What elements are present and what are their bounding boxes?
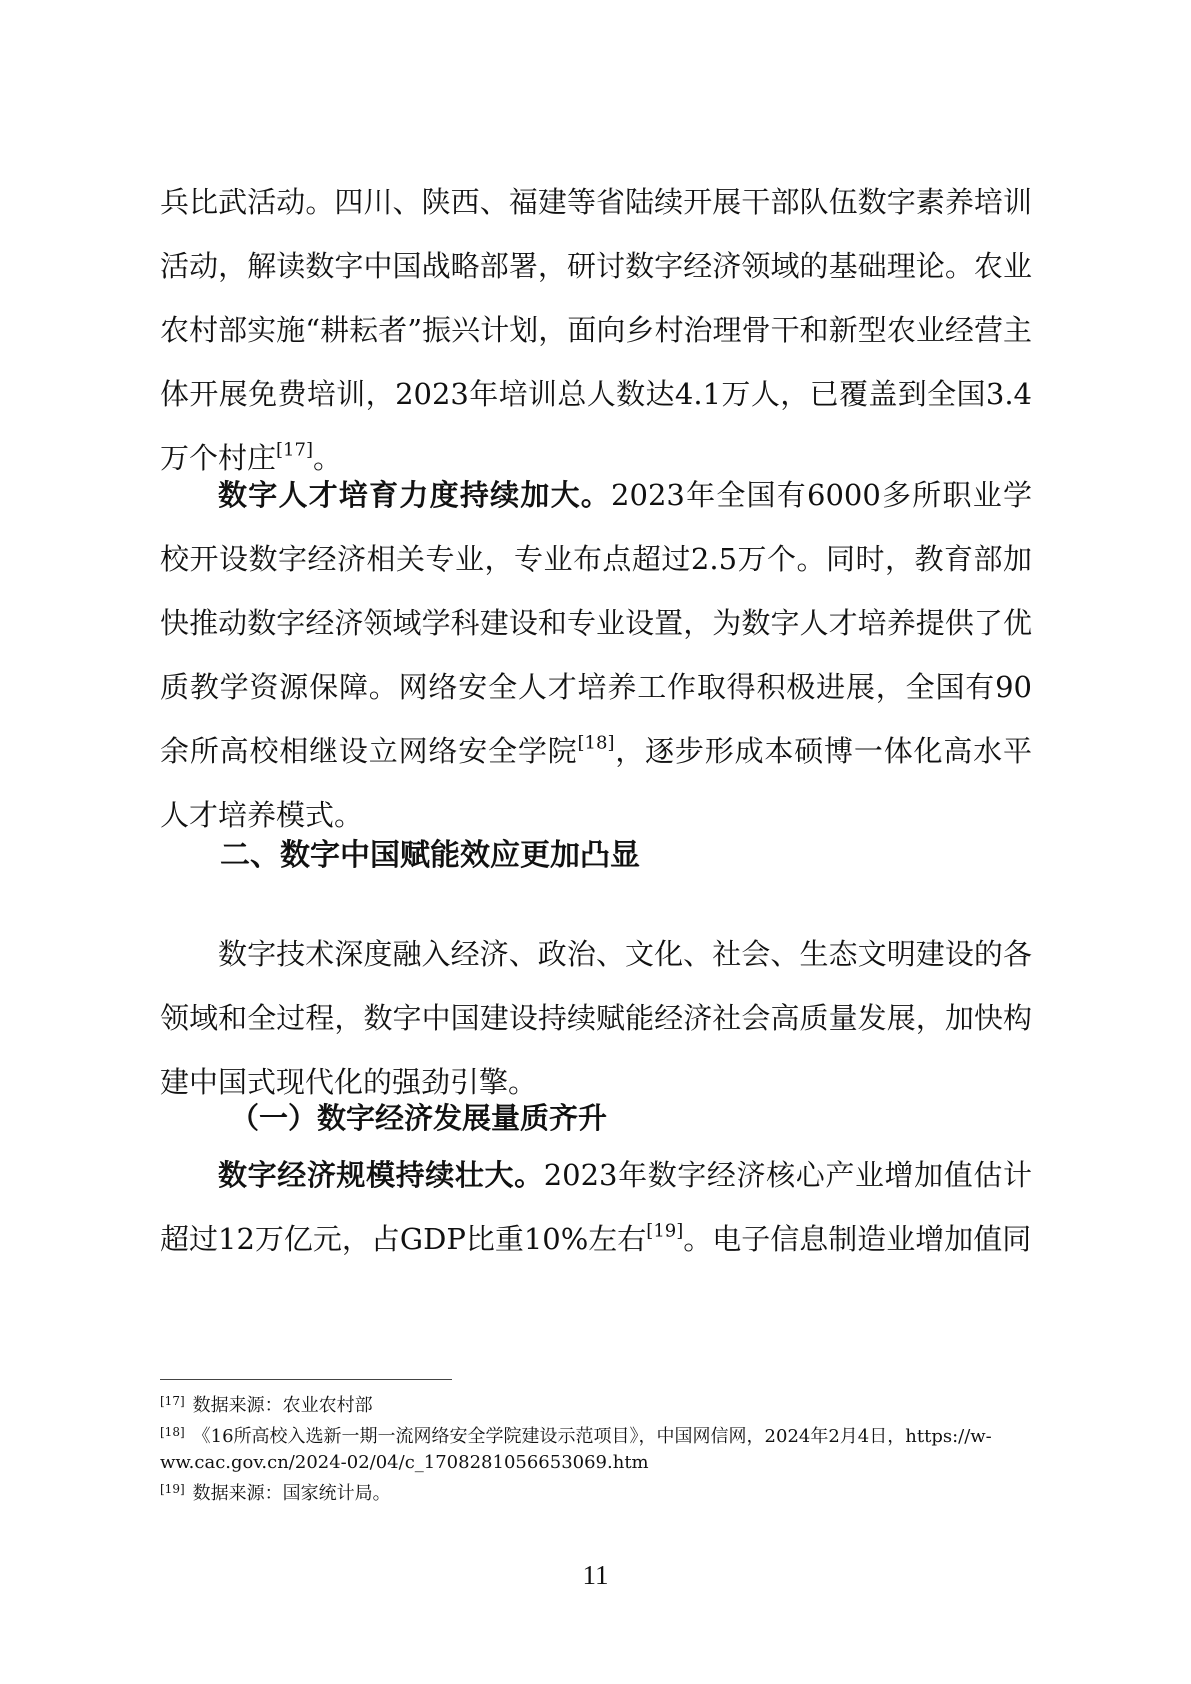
paragraph-3 xyxy=(160,922,1032,1114)
paragraph-1-text: 兵比武活动。四川、陕西、福建等省陆续开展干部队伍数字素养培训活动，解读数字中国战略部署，研讨数字经济领域的基础理论。农业农村部实施“耕耘者”振兴计划，面向乡村治理骨干和新型农业经营主体开展免费培训，2023年培训总人数达4.1万人，已覆盖到全国3.4万个村庄 xyxy=(160,185,1032,475)
paragraph-2-text-a: 2023年全国有6000多所职业学校开设数字经济相关专业，专业布点超过2.5万个。同时，教育部加快推动数字经济领域学科建设和专业设置，为数字人才培养提供了优质教学资源保障。网络安全人才培养工作取得积极进展，全国有90余所高校相继设立网络安全学院 xyxy=(160,478,1032,768)
paragraph-4-text-a: 2023年数字经济核心产业增加值估计超过12万亿元，占GDP比重10%左右 xyxy=(160,1158,1032,1256)
footnote-mark-18: [18] xyxy=(160,1425,185,1439)
paragraph-2-text-b: ，逐步形成本硕博一体化高水平人才培养模式。 xyxy=(160,734,1032,832)
paragraph-4-text-b: 。电子信息制造业增加值同 xyxy=(683,1222,1032,1256)
paragraph-1 xyxy=(160,170,1032,490)
paragraph-4 xyxy=(160,1143,1032,1271)
paragraph-1-end: 。 xyxy=(312,441,342,475)
footnotes xyxy=(160,1388,1040,1507)
paragraph-2-lead: 数字人才培育力度持续加大。 xyxy=(218,478,612,512)
footnote-mark-19: [19] xyxy=(160,1482,185,1496)
footnote-18 xyxy=(160,1419,1040,1476)
footnote-mark-17: [17] xyxy=(160,1394,185,1408)
footnote-text-19: 数据来源：国家统计局。 xyxy=(192,1483,391,1504)
paragraph-4-lead: 数字经济规模持续壮大。 xyxy=(218,1158,544,1192)
paragraph-3-text: 数字技术深度融入经济、政治、文化、社会、生态文明建设的各领域和全过程，数字中国建设持续赋能经济社会高质量发展，加快构建中国式现代化的强劲引擎。 xyxy=(160,937,1032,1099)
footnote-ref-19[interactable]: [19] xyxy=(646,1220,684,1242)
footnote-ref-18[interactable]: [18] xyxy=(577,732,615,754)
paragraph-2 xyxy=(160,463,1032,847)
page-number: 11 xyxy=(582,1560,609,1590)
footnote-divider xyxy=(160,1379,452,1380)
footnote-19 xyxy=(160,1476,1040,1507)
section-heading: 二、数字中国赋能效应更加凸显 xyxy=(220,838,640,873)
subsection-heading: （一）数字经济发展量质齐升 xyxy=(230,1101,608,1135)
footnote-ref-17[interactable]: [17] xyxy=(276,439,313,461)
footnote-text-17: 数据来源：农业农村部 xyxy=(192,1395,373,1416)
footnote-17 xyxy=(160,1388,1040,1419)
footnote-text-18: 《16所高校入选新一期一流网络安全学院建设示范项目》，中国网信网，2024年2月4日，https://w-ww.cac.gov.cn/2024-02/04/c_1708281056653069.htm xyxy=(160,1426,992,1473)
